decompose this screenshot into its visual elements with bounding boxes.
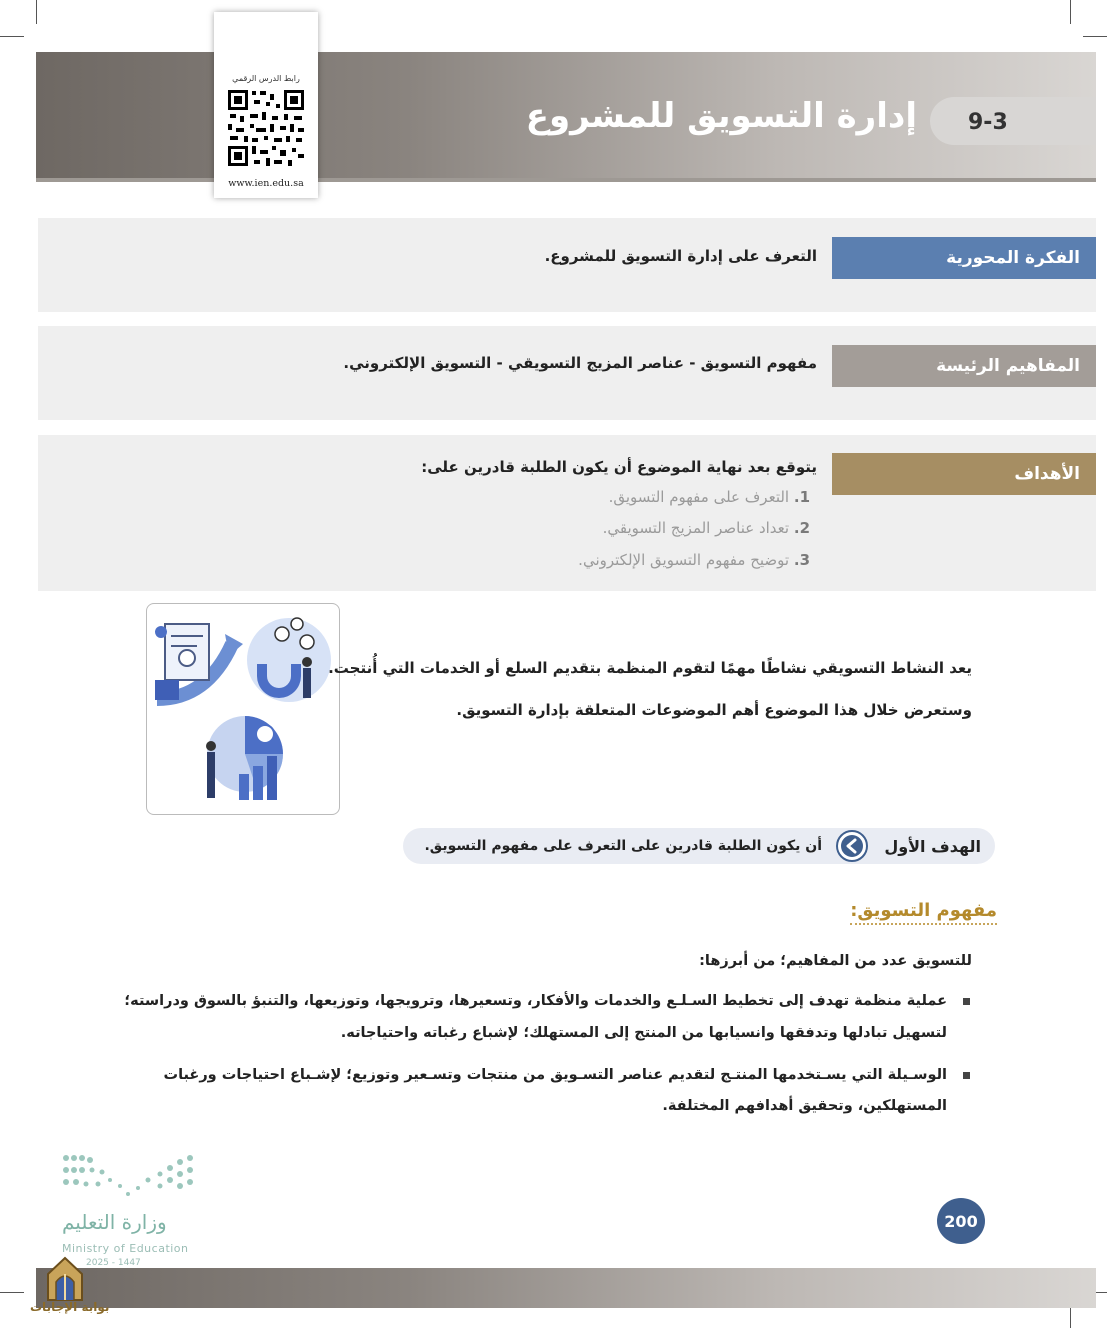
footer-band [36,1268,1096,1308]
key-concepts-tag: المفاهيم الرئيسة [832,345,1096,387]
qr-url[interactable]: www.ien.edu.sa [228,178,304,189]
lesson-number: 9-3 [968,110,1008,135]
page-number-badge: 200 [937,1198,985,1244]
watermark-logo-icon [44,1256,86,1302]
concept-lead: للتسويق عدد من المفاهيم؛ من أبرزها: [699,953,972,969]
marketing-illustration [146,603,340,815]
concept-bullet-line: عملية منظمة تهدف إلى تخطيط السـلـع والخدمات والأفكار، وتسعيرها، وترويجها، وتوزيعها، والتنبؤ بالسوق ودراسته؛ [124,993,947,1009]
central-idea-text: التعرف على إدارة التسويق للمشروع. [544,247,817,265]
objective-item: 1. التعرف على مفهوم التسويق. [608,488,810,506]
crop-mark [1070,0,1071,24]
qr-label: رابط الدرس الرقمي [232,74,300,83]
bullet-icon [963,1072,970,1079]
crop-mark [36,0,37,24]
intro-line: وستعرض خلال هذا الموضوع أهم الموضوعات المتعلقة بإدارة التسويق. [456,701,972,719]
arrow-left-icon [836,830,868,862]
objectives-intro: يتوقع بعد نهاية الموضوع أن يكون الطلبة قادرين على: [421,458,817,476]
first-objective-label: الهدف الأول [884,837,981,856]
bullet-icon [963,998,970,1005]
concept-heading: مفهوم التسويق: [850,900,997,925]
key-concepts-text: مفهوم التسويق - عناصر المزيج التسويقي - التسويق الإلكتروني. [343,354,817,372]
first-objective-text: أن يكون الطلبة قادرين على التعرف على مفهوم التسويق. [424,838,822,854]
watermark-text: بوابة الإجابات [30,1300,110,1314]
objectives-tag: الأهداف [832,453,1096,495]
concept-bullet-line: المستهلكين، وتحقيق أهدافهم المختلفة. [662,1098,947,1114]
concept-bullet-line: الوسـيلة التي يسـتخدمها المنتـج لتقديم عناصر التسـويق من منتجات وتسـعير وتوزيع؛ لإشـباع احتياجات ورغبات [163,1067,947,1083]
ministry-logo-dots-icon [62,1154,198,1200]
concept-bullet-line: لتسهيل تبادلها وتدفقها وانسيابها من المنتج إلى المستهلك؛ لإشباع رغباته واحتياجاته. [340,1025,947,1041]
crop-mark [0,1292,24,1293]
ministry-name-en: Ministry of Education [62,1242,189,1255]
objective-item: 3. توضيح مفهوم التسويق الإلكتروني. [578,551,810,569]
lesson-tab [930,97,1096,145]
marketing-illustration-icon [147,604,339,814]
central-idea-tag: الفكرة المحورية [832,237,1096,279]
objective-item: 2. تعداد عناصر المزيج التسويقي. [602,519,810,537]
crop-mark [0,36,24,37]
page-title: إدارة التسويق للمشروع [525,96,917,136]
crop-mark [1083,36,1107,37]
intro-line: يعد النشاط التسويقي نشاطًا مهمًا لتقوم المنظمة بتقديم السلع أو الخدمات التي أُنتجت. [328,659,972,677]
qr-code-icon[interactable] [226,88,306,168]
edition-year: 2025 - 1447 [86,1258,141,1268]
qr-card[interactable] [214,12,318,198]
ministry-name-ar: وزارة التعليم [62,1210,167,1234]
